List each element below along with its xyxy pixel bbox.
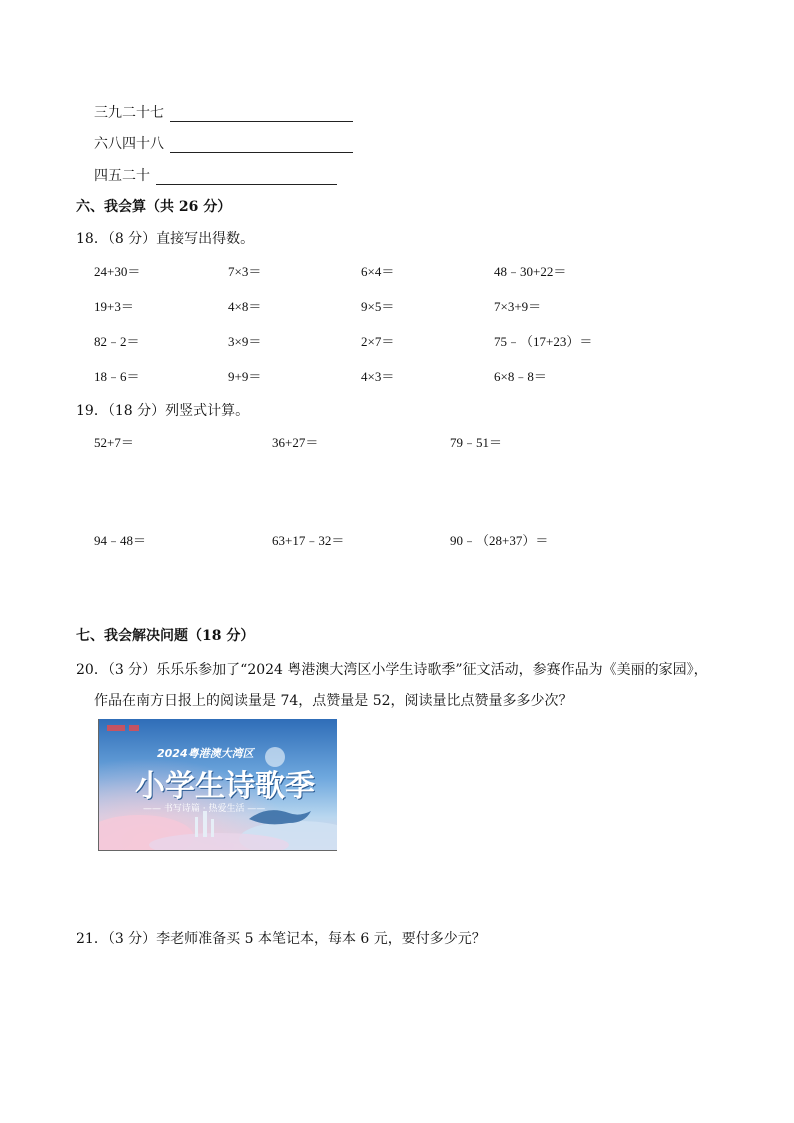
- q18-item: 6×8﹣8＝: [494, 369, 547, 384]
- q19-item: 36+27＝: [272, 435, 319, 450]
- q20-line-1: 20．（3 分）乐乐乐参加了“2024 粤港澳大湾区小学生诗歌季”征文活动，参赛作品为《美丽的家园》，: [76, 662, 708, 678]
- section-7-heading: 七、我会解决问题（18 分）: [76, 628, 255, 644]
- section-6-heading: 六、我会算（共 26 分）: [76, 199, 232, 215]
- q18-title: 18．（8 分）直接写出得数。: [76, 231, 255, 247]
- q18-item: 24+30＝: [94, 264, 141, 279]
- poster-subtitle: 2024粤港澳大湾区: [157, 747, 254, 760]
- match-text-3: 四五二十: [94, 168, 150, 184]
- match-text-1: 三九二十七: [94, 105, 164, 121]
- q19-item: 90﹣（28+37）＝: [450, 533, 549, 548]
- answer-blank-3[interactable]: [156, 168, 337, 185]
- q18-item: 7×3＝: [228, 264, 262, 279]
- answer-blank-1[interactable]: [170, 105, 353, 122]
- q18-item: 82﹣2＝: [94, 334, 140, 349]
- match-line-3: [94, 165, 337, 185]
- q18-item: 3×9＝: [228, 334, 262, 349]
- q19-item: 94﹣48＝: [94, 533, 147, 548]
- q18-item: 18﹣6＝: [94, 369, 140, 384]
- q19-item: 79﹣51＝: [450, 435, 503, 450]
- q19-item: 63+17﹣32＝: [272, 533, 345, 548]
- poster-slogan: —— 书写诗篇 · 热爱生活 ——: [143, 804, 266, 814]
- q18-item: 75﹣（17+23）＝: [494, 334, 593, 349]
- answer-blank-2[interactable]: [170, 136, 353, 153]
- match-text-2: 六八四十八: [94, 136, 164, 152]
- q21-title: 21．（3 分）李老师准备买 5 本笔记本，每本 6 元，要付多少元？: [76, 931, 486, 947]
- poetry-season-poster: [98, 719, 337, 851]
- q18-item: 9+9＝: [228, 369, 262, 384]
- q18-item: 7×3+9＝: [494, 299, 542, 314]
- q18-item: 6×4＝: [361, 264, 395, 279]
- match-line-2: [94, 133, 353, 153]
- q19-item: 52+7＝: [94, 435, 134, 450]
- q20-line-2: 作品在南方日报上的阅读量是 74，点赞量是 52，阅读量比点赞量多多少次？: [94, 693, 573, 709]
- q18-item: 19+3＝: [94, 299, 134, 314]
- q18-item: 48﹣30+22＝: [494, 264, 567, 279]
- q18-item: 9×5＝: [361, 299, 395, 314]
- poster-title: 小学生诗歌季: [135, 769, 315, 804]
- q18-item: 2×7＝: [361, 334, 395, 349]
- match-line-1: [94, 102, 353, 122]
- q18-item: 4×8＝: [228, 299, 262, 314]
- q18-item: 4×3＝: [361, 369, 395, 384]
- q19-title: 19．（18 分）列竖式计算。: [76, 403, 250, 419]
